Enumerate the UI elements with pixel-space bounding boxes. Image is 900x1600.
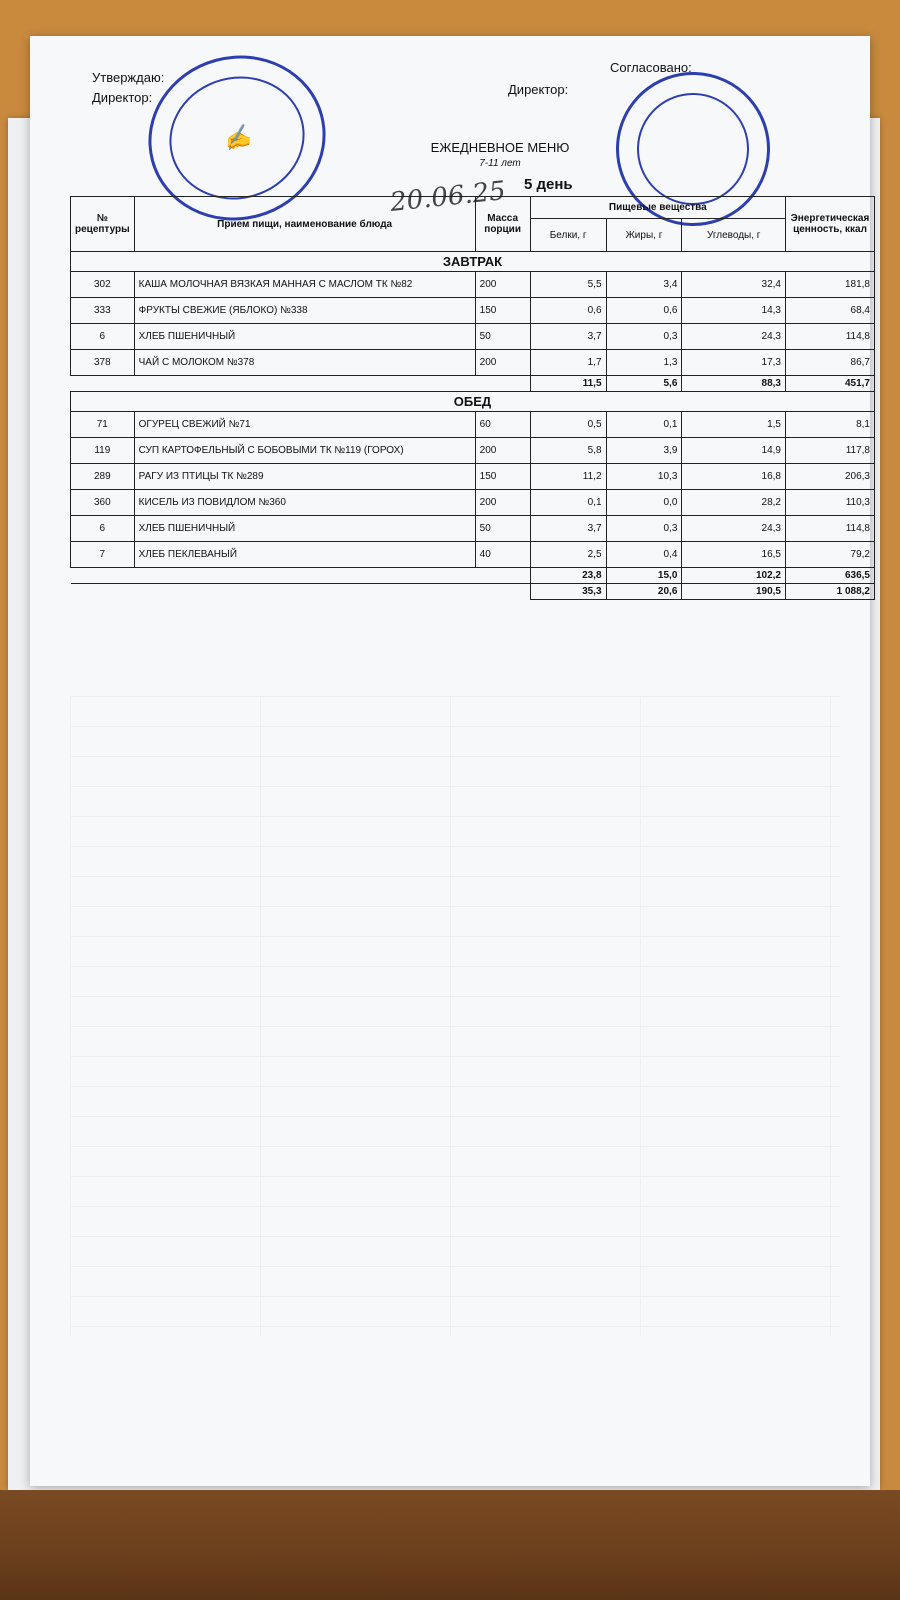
carbs-value: 17,3 xyxy=(682,350,786,376)
grand-total-carbs: 190,5 xyxy=(682,584,786,600)
menu-sheet xyxy=(30,36,870,1486)
handwritten-date: 20.06.25 xyxy=(388,176,508,218)
fat-value: 3,4 xyxy=(606,272,682,298)
energy-value: 68,4 xyxy=(786,298,875,324)
recipe-number: 119 xyxy=(71,438,135,464)
grand-total-row xyxy=(71,584,875,600)
carbs-value: 14,3 xyxy=(682,298,786,324)
director-left-label: Директор: xyxy=(92,90,153,105)
protein-value: 5,5 xyxy=(530,272,606,298)
col-fat: Жиры, г xyxy=(606,219,682,252)
portion-mass: 200 xyxy=(475,350,530,376)
protein-value: 5,8 xyxy=(530,438,606,464)
lunch-total-row xyxy=(71,568,875,584)
day-label: 5 день xyxy=(524,176,573,193)
fat-value: 0,1 xyxy=(606,412,682,438)
protein-value: 0,1 xyxy=(530,490,606,516)
table-row xyxy=(71,464,875,490)
approve-label: Утверждаю: xyxy=(92,70,165,85)
table-row xyxy=(71,490,875,516)
menu-table xyxy=(70,196,875,600)
fat-value: 0,3 xyxy=(606,516,682,542)
energy-value: 181,8 xyxy=(786,272,875,298)
col-dish: Прием пищи, наименование блюда xyxy=(134,197,475,252)
recipe-number: 71 xyxy=(71,412,135,438)
portion-mass: 150 xyxy=(475,464,530,490)
energy-value: 79,2 xyxy=(786,542,875,568)
table-row xyxy=(71,438,875,464)
dish-name: ЧАЙ С МОЛОКОМ №378 xyxy=(134,350,475,376)
desk-surface xyxy=(0,1490,900,1600)
energy-value: 117,8 xyxy=(786,438,875,464)
dish-name: СУП КАРТОФЕЛЬНЫЙ С БОБОВЫМИ ТК №119 (ГОРОХ) xyxy=(134,438,475,464)
menu-title: ЕЖЕДНЕВНОЕ МЕНЮ xyxy=(430,140,570,155)
fat-value: 3,9 xyxy=(606,438,682,464)
director-right-label: Директор: xyxy=(508,82,569,97)
table-row xyxy=(71,350,875,376)
dish-name: ХЛЕБ ПЕКЛЕВАНЫЙ xyxy=(134,542,475,568)
recipe-number: 7 xyxy=(71,542,135,568)
col-mass: Масса порции xyxy=(475,197,530,252)
dish-name: ХЛЕБ ПШЕНИЧНЫЙ xyxy=(134,516,475,542)
carbs-value: 24,3 xyxy=(682,324,786,350)
dish-name: КАША МОЛОЧНАЯ ВЯЗКАЯ МАННАЯ С МАСЛОМ ТК №82 xyxy=(134,272,475,298)
dish-name: КИСЕЛЬ ИЗ ПОВИДЛОМ №360 xyxy=(134,490,475,516)
carbs-value: 28,2 xyxy=(682,490,786,516)
dish-name: ХЛЕБ ПШЕНИЧНЫЙ xyxy=(134,324,475,350)
recipe-number: 378 xyxy=(71,350,135,376)
fat-value: 0,0 xyxy=(606,490,682,516)
recipe-number: 302 xyxy=(71,272,135,298)
portion-mass: 150 xyxy=(475,298,530,324)
carbs-value: 32,4 xyxy=(682,272,786,298)
table-row xyxy=(71,272,875,298)
breakfast-total-fat: 5,6 xyxy=(606,376,682,392)
recipe-number: 360 xyxy=(71,490,135,516)
breakfast-total-carbs: 88,3 xyxy=(682,376,786,392)
col-nutrients: Пищевые вещества xyxy=(530,197,785,219)
fat-value: 0,4 xyxy=(606,542,682,568)
recipe-number: 6 xyxy=(71,324,135,350)
table-row xyxy=(71,412,875,438)
recipe-number: 289 xyxy=(71,464,135,490)
age-group: 7-11 лет xyxy=(479,158,521,169)
protein-value: 3,7 xyxy=(530,324,606,350)
carbs-value: 16,5 xyxy=(682,542,786,568)
breakfast-total-energy: 451,7 xyxy=(786,376,875,392)
fat-value: 1,3 xyxy=(606,350,682,376)
carbs-value: 14,9 xyxy=(682,438,786,464)
grand-total-protein: 35,3 xyxy=(530,584,606,600)
lunch-total-carbs: 102,2 xyxy=(682,568,786,584)
carbs-value: 1,5 xyxy=(682,412,786,438)
col-carbs: Углеводы, г xyxy=(682,219,786,252)
carbs-value: 16,8 xyxy=(682,464,786,490)
portion-mass: 40 xyxy=(475,542,530,568)
energy-value: 114,8 xyxy=(786,324,875,350)
protein-value: 0,5 xyxy=(530,412,606,438)
recipe-number: 333 xyxy=(71,298,135,324)
lunch-heading: ОБЕД xyxy=(71,392,875,412)
col-protein: Белки, г xyxy=(530,219,606,252)
table-row xyxy=(71,516,875,542)
portion-mass: 50 xyxy=(475,516,530,542)
breakfast-heading: ЗАВТРАК xyxy=(71,252,875,272)
portion-mass: 50 xyxy=(475,324,530,350)
fat-value: 10,3 xyxy=(606,464,682,490)
breakfast-total-row xyxy=(71,376,875,392)
dish-name: ОГУРЕЦ СВЕЖИЙ №71 xyxy=(134,412,475,438)
bleed-through-grid xyxy=(70,696,840,1336)
table-row xyxy=(71,324,875,350)
energy-value: 206,3 xyxy=(786,464,875,490)
portion-mass: 60 xyxy=(475,412,530,438)
portion-mass: 200 xyxy=(475,438,530,464)
grand-total-fat: 20,6 xyxy=(606,584,682,600)
energy-value: 114,8 xyxy=(786,516,875,542)
recipe-number: 6 xyxy=(71,516,135,542)
table-row xyxy=(71,542,875,568)
lunch-total-energy: 636,5 xyxy=(786,568,875,584)
energy-value: 8,1 xyxy=(786,412,875,438)
portion-mass: 200 xyxy=(475,272,530,298)
grand-total-energy: 1 088,2 xyxy=(786,584,875,600)
col-energy: Энергетическая ценность, ккал xyxy=(786,197,875,252)
col-recipe: № рецептуры xyxy=(71,197,135,252)
lunch-total-fat: 15,0 xyxy=(606,568,682,584)
protein-value: 11,2 xyxy=(530,464,606,490)
table-row xyxy=(71,298,875,324)
energy-value: 86,7 xyxy=(786,350,875,376)
carbs-value: 24,3 xyxy=(682,516,786,542)
energy-value: 110,3 xyxy=(786,490,875,516)
fat-value: 0,3 xyxy=(606,324,682,350)
fat-value: 0,6 xyxy=(606,298,682,324)
lunch-total-protein: 23,8 xyxy=(530,568,606,584)
protein-value: 1,7 xyxy=(530,350,606,376)
portion-mass: 200 xyxy=(475,490,530,516)
breakfast-total-protein: 11,5 xyxy=(530,376,606,392)
agreed-label: Согласовано: xyxy=(610,60,692,75)
company-stamp: ✍ xyxy=(130,36,344,240)
protein-value: 2,5 xyxy=(530,542,606,568)
dish-name: ФРУКТЫ СВЕЖИЕ (ЯБЛОКО) №338 xyxy=(134,298,475,324)
dish-name: РАГУ ИЗ ПТИЦЫ ТК №289 xyxy=(134,464,475,490)
protein-value: 0,6 xyxy=(530,298,606,324)
protein-value: 3,7 xyxy=(530,516,606,542)
